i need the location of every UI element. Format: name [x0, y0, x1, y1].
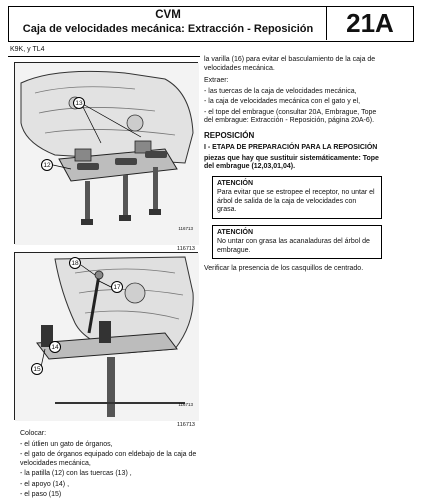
warning-title: ATENCIÓN	[217, 228, 254, 236]
warning-note	[212, 176, 382, 219]
right-column	[204, 56, 382, 276]
callout-15: 15	[31, 363, 43, 375]
header-title: CVM	[155, 9, 181, 21]
figure-ref: 116713	[177, 246, 195, 252]
warning-text: No untar con grasa las acanaladuras del árbol de embrague.	[217, 238, 370, 254]
instruction-item: - el útlien un gato de órganos,	[20, 440, 113, 448]
left-instructions	[20, 430, 200, 502]
engine-jack-illustration	[15, 253, 199, 421]
figure-engine-jack	[14, 252, 198, 428]
model-label: K9K, y TL4	[8, 44, 200, 57]
instruction-item: - el gato de órganos equipado con eldebajo de la caja de velocidades mecánica,	[20, 451, 197, 467]
figure-ref: 116713	[177, 422, 195, 428]
callout-14: 14	[49, 341, 61, 353]
figure-support-tool	[14, 62, 198, 252]
instruction-item: - el apoyo (14) ,	[20, 480, 70, 488]
extract-heading: Extraer:	[204, 77, 229, 84]
step-item: piezas que hay que sustituir sistemáticamente: Tope del embrague (12,03,01,04).	[204, 154, 379, 170]
warning-note	[212, 225, 382, 260]
callout-17: 17	[111, 281, 123, 293]
figure-ref-small: 116713	[178, 226, 193, 231]
warning-title: ATENCIÓN	[217, 179, 254, 187]
instruction-colocar: Colocar:	[20, 430, 47, 437]
final-instruction: Verificar la presencia de los casquillos de centrado.	[204, 265, 364, 272]
page-header	[8, 6, 414, 42]
intro-text: la varilla (16) para evitar el basculamiento de la caja de velocidades mecánica.	[204, 56, 376, 72]
figure-ref-small: 116713	[178, 402, 193, 407]
instruction-item: - el paso (15)	[20, 491, 62, 498]
section-heading: REPOSICIÓN	[204, 130, 255, 140]
extract-item: - las tuercas de la caja de velocidades mecánica,	[204, 87, 357, 95]
callout-18: 18	[69, 257, 81, 269]
extract-item: - el tope del embrague (consultar 20A, Embrague, Tope del embrague: Extracción - Reposición, página 20A-6).	[204, 108, 377, 124]
callout-12: 12	[41, 159, 53, 171]
support-tool-illustration	[15, 63, 199, 245]
section-code: 21A	[326, 7, 413, 40]
header-subtitle: Caja de velocidades mecánica: Extracción - Reposición	[22, 23, 314, 35]
callout-13: 13	[73, 97, 85, 109]
step-title: I - ETAPA DE PREPARACIÓN PARA LA REPOSICIÓN	[204, 144, 378, 151]
extract-item: - la caja de velocidades mecánica con el gato y el,	[204, 98, 361, 105]
warning-text: Para evitar que se estropee el receptor, no untar el árbol de salida de la caja de velocidades con grasa.	[217, 189, 375, 213]
instruction-item: - la patilla (12) con las tuercas (13) ,	[20, 470, 132, 477]
